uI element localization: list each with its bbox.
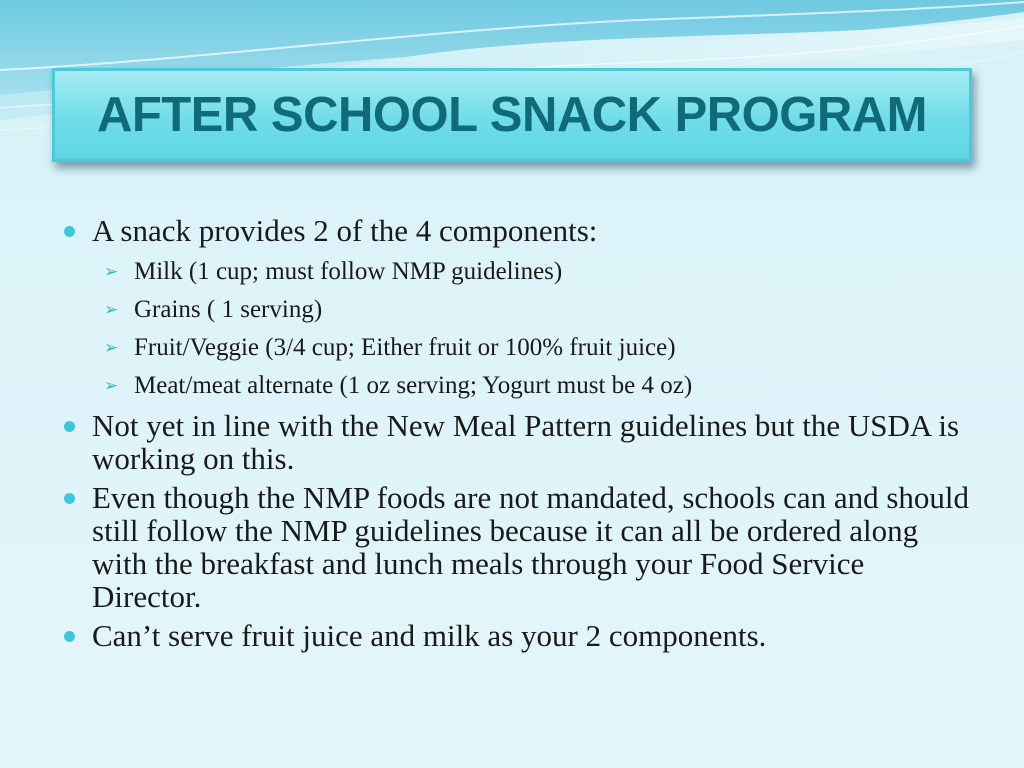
bullet-item [60,619,980,652]
bullet-dot-icon [64,421,75,432]
bullet-list [60,214,980,658]
bullet-item [60,481,980,613]
sub-bullet-list [60,253,980,405]
sub-bullet-item [60,367,980,405]
bullet-dot-icon [64,631,75,642]
sub-bullet-text: Fruit/Veggie (3/4 cup; Either fruit or 100% fruit juice) [134,334,676,361]
sub-bullet-text: Meat/meat alternate (1 oz serving; Yogurt must be 4 oz) [134,372,693,399]
sub-bullet-text: Milk (1 cup; must follow NMP guidelines) [134,258,563,285]
bullet-text: Not yet in line with the New Meal Pattern guidelines but the USDA is working on this. [92,408,960,476]
bullet-text: A snack provides 2 of the 4 components: [92,213,598,248]
title-box [52,68,972,162]
arrow-bullet-icon: ➢ [104,338,119,358]
bullet-text: Can’t serve fruit juice and milk as your 2 components. [92,618,767,653]
sub-bullet-item [60,329,980,367]
arrow-bullet-icon: ➢ [104,300,119,320]
bullet-item [60,409,980,475]
bullet-dot-icon [64,226,75,237]
bullet-item [60,214,980,247]
sub-bullet-item [60,253,980,291]
bullet-dot-icon [64,493,75,504]
sub-bullet-item [60,291,980,329]
arrow-bullet-icon: ➢ [104,262,119,282]
slide-title: AFTER SCHOOL SNACK PROGRAM [96,88,927,142]
sub-bullet-text: Grains ( 1 serving) [134,296,323,323]
bullet-text: Even though the NMP foods are not mandated, schools can and should still follow the NMP guidelines because it can all be ordered along with the breakfast and lunch meals through your Food Service Director. [92,480,970,614]
arrow-bullet-icon: ➢ [104,376,119,396]
